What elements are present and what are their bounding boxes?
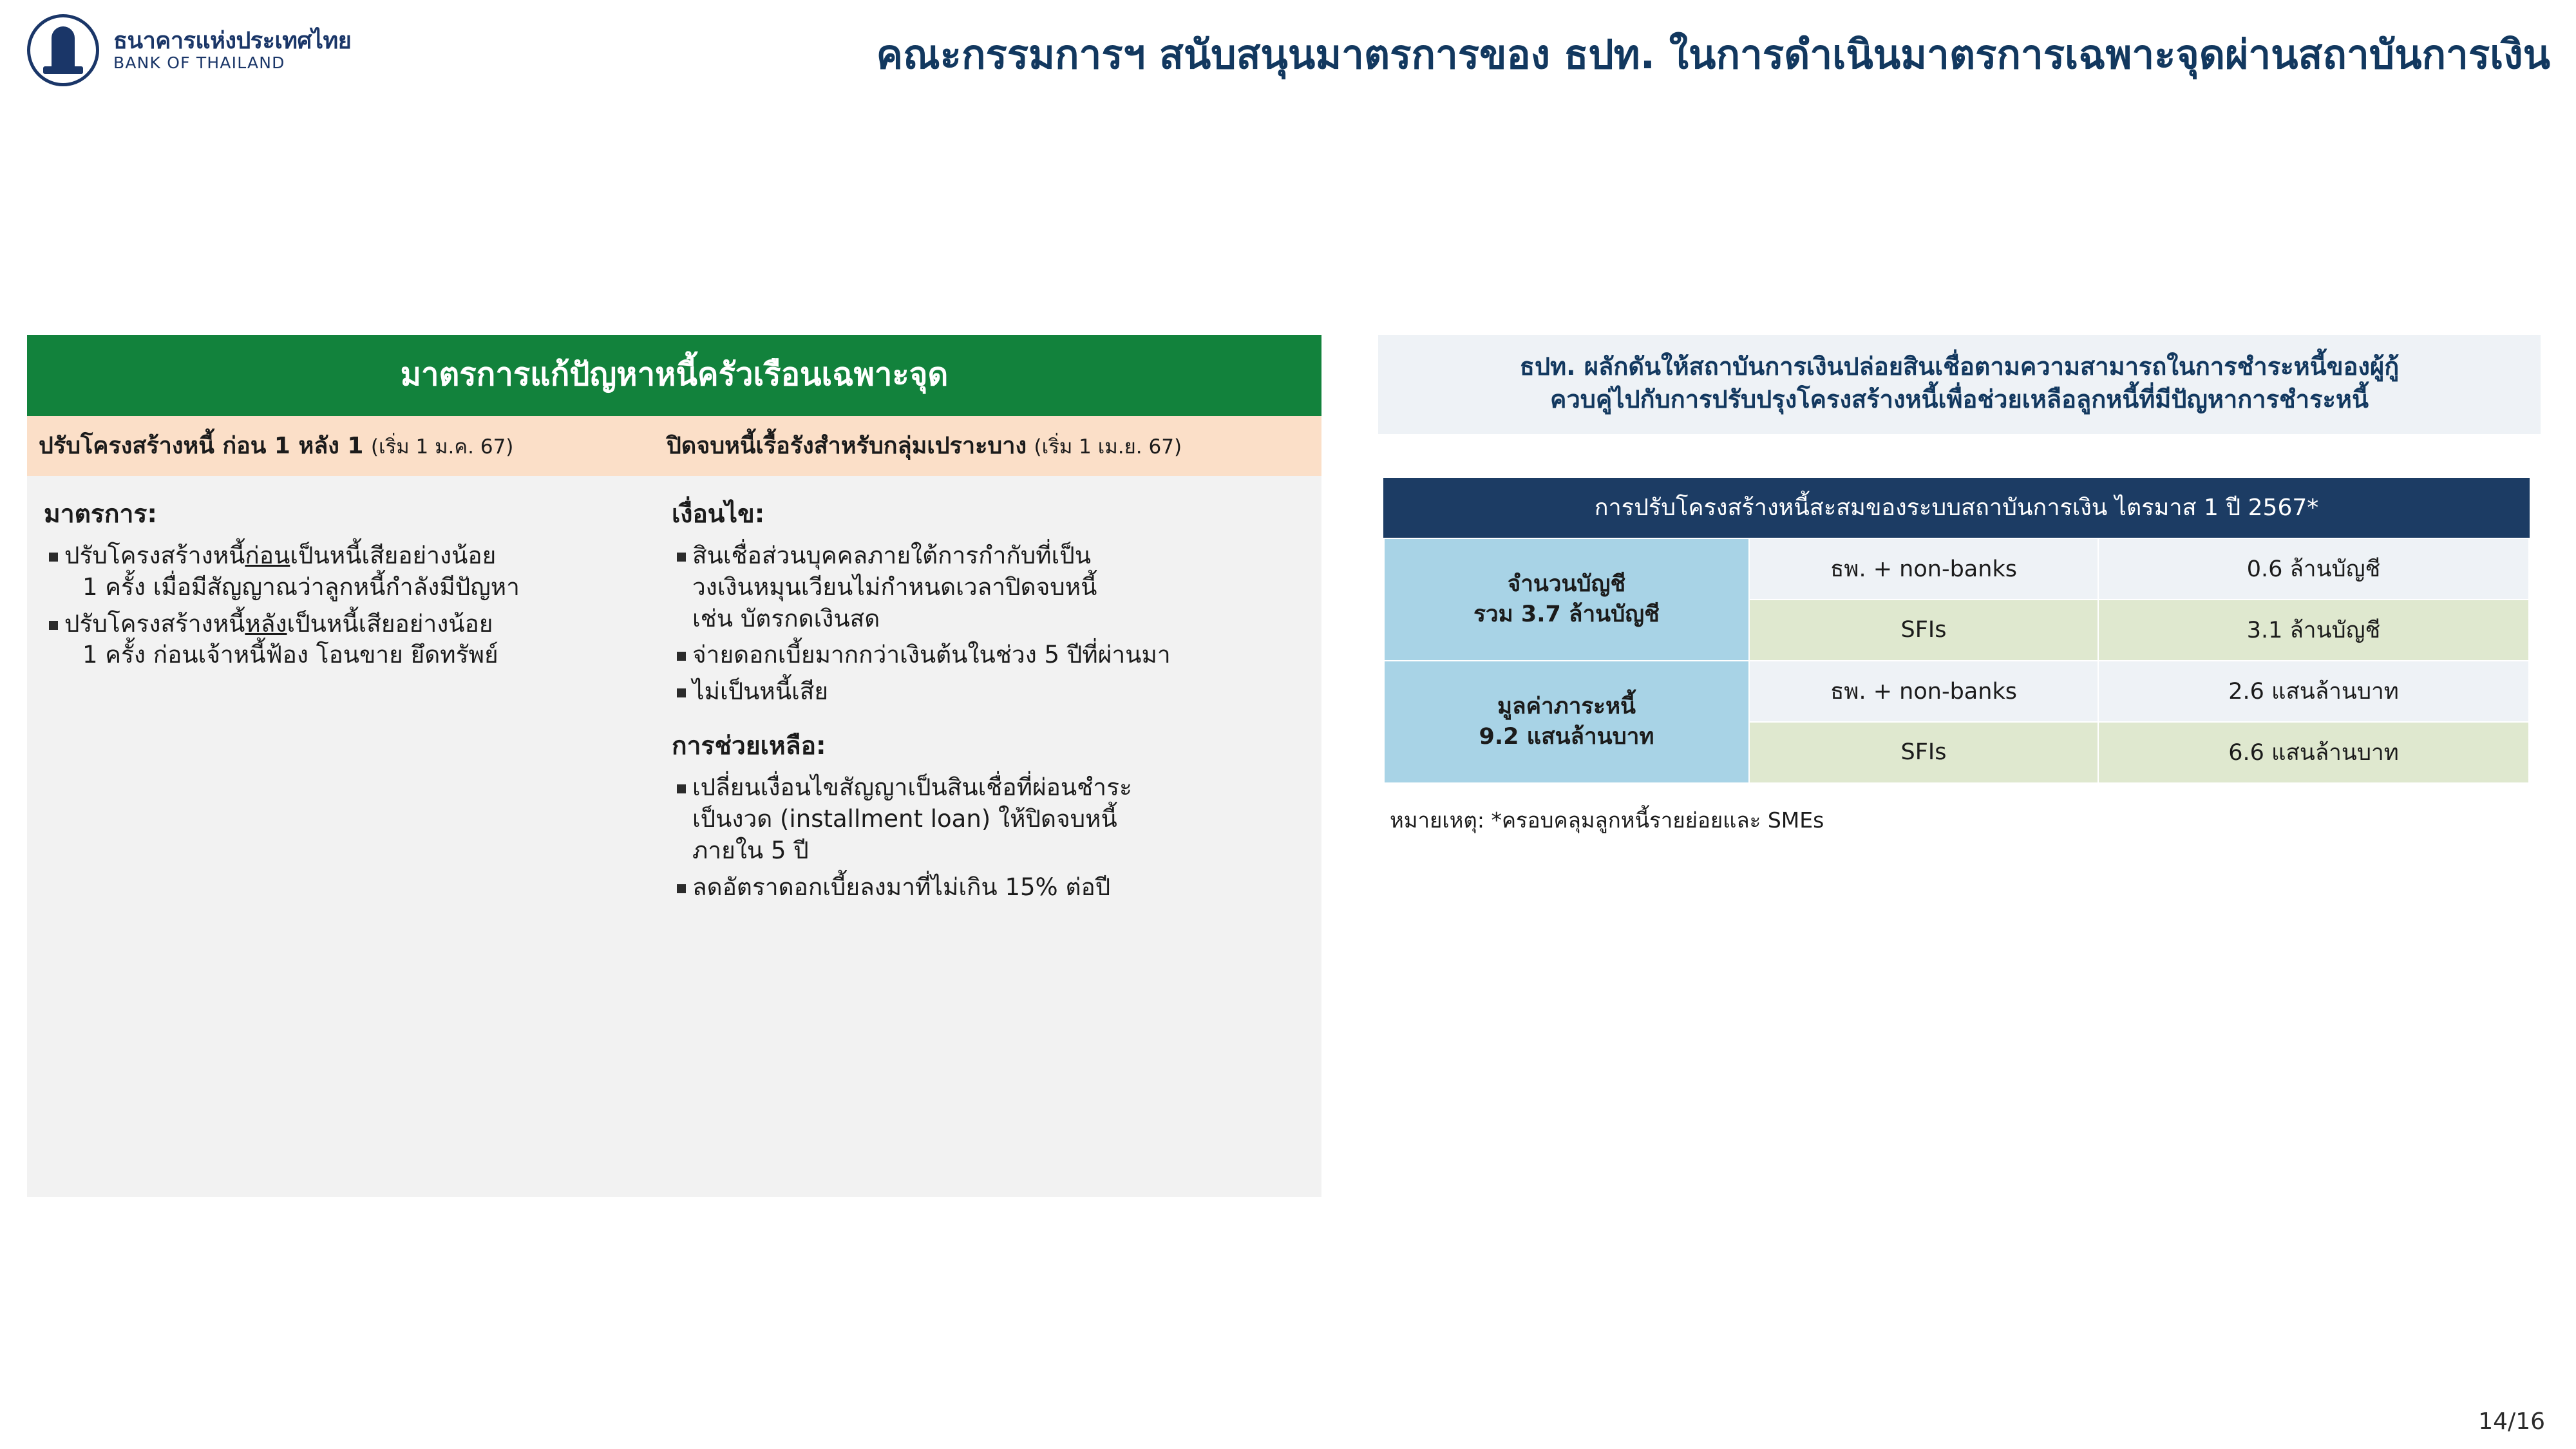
cond-1-line3: เช่น บัตรกดเงินสด xyxy=(692,604,880,632)
policy-note-box xyxy=(1378,335,2541,434)
bullet-1-underline: ก่อน xyxy=(245,542,290,569)
accounts-sfis-name: SFIs xyxy=(1749,600,2098,661)
bank-seal-icon xyxy=(27,14,99,86)
conditions-bullet-list xyxy=(672,540,1307,708)
accounts-sfis-value: 3.1 ล้านบัญชี xyxy=(2098,600,2529,661)
subheader-column-1 xyxy=(27,416,655,476)
list-item xyxy=(672,772,1307,866)
list-item xyxy=(672,639,1307,671)
left-panel-title: มาตรการแก้ปัญหาหนี้ครัวเรือนเฉพาะจุด xyxy=(27,335,1321,416)
debt-banks-value: 2.6 แสนล้านบาท xyxy=(2098,661,2529,722)
assist-2-line1: ลดอัตราดอกเบี้ยลงมาที่ไม่เกิน 15% ต่อปี xyxy=(692,873,1111,901)
list-item xyxy=(672,872,1307,904)
cond-1-line2: วงเงินหมุนเวียนไม่กำหนดเวลาปิดจบหนี้ xyxy=(692,573,1097,601)
assistance-section-title: การช่วยเหลือ: xyxy=(672,732,826,761)
restructuring-data-table xyxy=(1383,538,2530,784)
policy-note-line-2: ควบคู่ไปกับการปรับปรุงโครงสร้างหนี้เพื่อช่วยเหลือลูกหนี้ที่มีปัญหาการชำระหนี้ xyxy=(1550,384,2369,413)
accounts-label-line2: รวม 3.7 ล้านบัญชี xyxy=(1473,601,1660,627)
slide-header xyxy=(0,0,2576,119)
column-chronic-debt xyxy=(655,476,1321,1197)
bullet-1-line2: 1 ครั้ง เมื่อมีสัญญาณว่าลูกหนี้กำลังมีปัญหา xyxy=(82,573,520,601)
row-label-debt-value xyxy=(1384,661,1749,783)
debt-restructuring-panel xyxy=(1378,335,2541,837)
list-item xyxy=(672,540,1307,634)
cond-1-line1: สินเชื่อส่วนบุคคลภายใต้การกำกับที่เป็น xyxy=(692,542,1092,569)
debt-sfis-value: 6.6 แสนล้านบาท xyxy=(2098,722,2529,783)
logo-text-english: BANK OF THAILAND xyxy=(113,53,285,73)
column-measures xyxy=(27,476,655,1197)
debt-label-line1: มูลค่าภาระหนี้ xyxy=(1497,693,1636,719)
bullet-2-underline: หลัง xyxy=(245,609,287,638)
restructuring-table xyxy=(1383,478,2530,837)
subheader-2-note: (เริ่ม 1 เม.ย. 67) xyxy=(1034,435,1182,459)
subheader-2-main: ปิดจบหนี้เรื้อรังสำหรับกลุ่มเปราะบาง xyxy=(667,433,1027,459)
list-item xyxy=(44,609,641,672)
table-row xyxy=(1384,538,2529,600)
assist-1-line3: ภายใน 5 ปี xyxy=(692,836,809,864)
logo-text xyxy=(113,28,351,73)
cond-2-line1: จ่ายดอกเบี้ยมากกว่าเงินต้นในช่วง 5 ปีที่ผ่านมา xyxy=(692,641,1171,669)
table-footnote: หมายเหตุ: *ครอบคลุมลูกหนี้รายย่อยและ SMEs xyxy=(1390,807,1824,833)
bullet-2-line2: 1 ครั้ง ก่อนเจ้าหนี้ฟ้อง โอนขาย ยึดทรัพย์ xyxy=(82,641,498,669)
logo-text-thai: ธนาคารแห่งประเทศไทย xyxy=(113,27,352,54)
measures-section-title: มาตรการ: xyxy=(44,500,157,529)
debt-label-line2: 9.2 แสนล้านบาท xyxy=(1479,723,1654,750)
assist-1-line2: เป็นงวด (installment loan) ให้ปิดจบหนี้ xyxy=(692,804,1117,833)
bullet-1-post: เป็นหนี้เสียอย่างน้อย xyxy=(290,542,497,569)
row-label-accounts xyxy=(1384,538,1749,661)
household-debt-measures-panel xyxy=(27,335,1321,1197)
left-panel-body xyxy=(27,476,1321,1197)
restructuring-table-title: การปรับโครงสร้างหนี้สะสมของระบบสถาบันการเงิน ไตรมาส 1 ปี 2567* xyxy=(1383,478,2530,538)
subheader-1-main: ปรับโครงสร้างหนี้ ก่อน 1 หลัง 1 xyxy=(39,433,364,459)
subheader-column-2 xyxy=(655,416,1321,476)
bullet-1-pre: ปรับโครงสร้างหนี้ xyxy=(64,542,245,569)
table-row xyxy=(1384,661,2529,722)
cond-3-line1: ไม่เป็นหนี้เสีย xyxy=(692,677,829,706)
accounts-label-line1: จำนวนบัญชี xyxy=(1507,571,1626,597)
page-title: คณะกรรมการฯ สนับสนุนมาตรการของ ธปท. ในการดำเนินมาตรการเฉพาะจุดผ่านสถาบันการเงิน xyxy=(876,31,2550,78)
debt-sfis-name: SFIs xyxy=(1749,722,2098,783)
page-number: 14/16 xyxy=(2478,1408,2545,1435)
conditions-section-title: เงื่อนไข: xyxy=(672,500,765,529)
accounts-banks-value: 0.6 ล้านบัญชี xyxy=(2098,538,2529,600)
left-panel-subheaders xyxy=(27,416,1321,476)
list-item xyxy=(44,540,641,603)
assistance-bullet-list xyxy=(672,772,1307,903)
subheader-1-note: (เริ่ม 1 ม.ค. 67) xyxy=(370,435,514,459)
list-item xyxy=(672,676,1307,708)
bullet-2-pre: ปรับโครงสร้างหนี้ xyxy=(64,609,245,638)
debt-banks-name: ธพ. + non-banks xyxy=(1749,661,2098,722)
policy-note-line-1: ธปท. ผลักดันให้สถาบันการเงินปล่อยสินเชื่อตามความสามารถในการชำระหนี้ของผู้กู้ xyxy=(1519,352,2400,381)
accounts-banks-name: ธพ. + non-banks xyxy=(1749,538,2098,600)
measures-bullet-list xyxy=(44,540,641,671)
bullet-2-post: เป็นหนี้เสียอย่างน้อย xyxy=(287,609,493,638)
bot-logo xyxy=(27,14,351,86)
assist-1-line1: เปลี่ยนเงื่อนไขสัญญาเป็นสินเชื่อที่ผ่อนชำระ xyxy=(692,773,1132,802)
